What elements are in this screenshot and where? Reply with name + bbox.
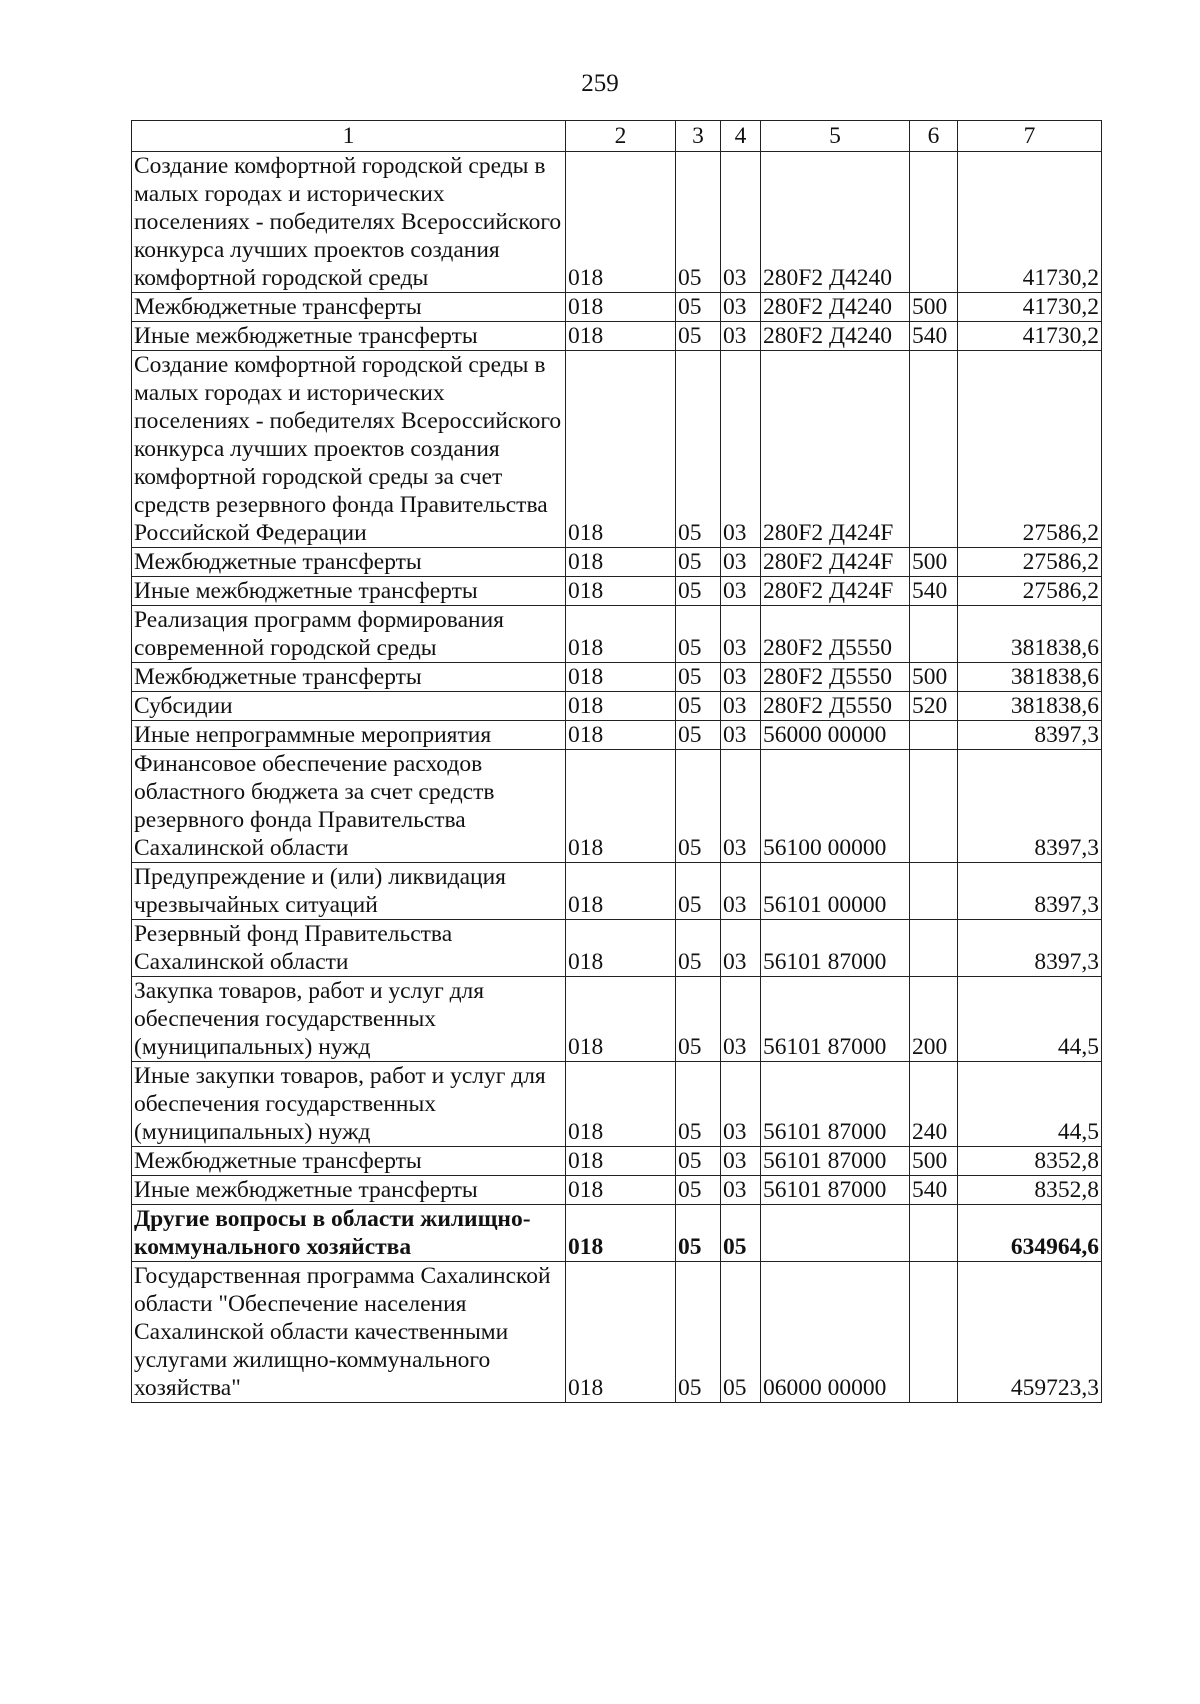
row-amount-cell: 27586,2 [958, 351, 1102, 548]
row-name-cell: Закупка товаров, работ и услуг для обеспечения государственных (муниципальных) нужд [132, 977, 566, 1062]
row-amount-cell: 8352,8 [958, 1147, 1102, 1176]
table-row [132, 293, 1102, 322]
row-code-6-cell: 540 [910, 322, 958, 351]
row-code-5-cell: 56101 00000 [761, 863, 910, 920]
table-row [132, 1147, 1102, 1176]
row-code-3-cell: 05 [676, 977, 721, 1062]
row-code-4-cell: 03 [721, 152, 761, 293]
row-code-5-cell: 280F2 Д424F [761, 548, 910, 577]
row-amount-cell: 44,5 [958, 977, 1102, 1062]
table-row [132, 577, 1102, 606]
table-row [132, 863, 1102, 920]
row-name-cell: Иные непрограммные мероприятия [132, 721, 566, 750]
row-amount-cell: 8352,8 [958, 1176, 1102, 1205]
row-code-3-cell: 05 [676, 1205, 721, 1262]
row-amount-cell: 41730,2 [958, 322, 1102, 351]
column-header: 6 [910, 121, 958, 152]
table-row [132, 920, 1102, 977]
row-code-5-cell: 280F2 Д424F [761, 577, 910, 606]
row-name-cell: Создание комфортной городской среды в малых городах и исторических поселениях - победителях Всероссийского конкурса лучших проектов создания комфортной городской среды [132, 152, 566, 293]
column-header: 4 [721, 121, 761, 152]
row-code-2-cell: 018 [566, 152, 676, 293]
row-code-3-cell: 05 [676, 1262, 721, 1403]
row-code-4-cell: 03 [721, 1062, 761, 1147]
row-code-6-cell [910, 863, 958, 920]
table-row [132, 977, 1102, 1062]
page-number: 259 [581, 70, 619, 97]
row-code-2-cell: 018 [566, 663, 676, 692]
row-code-3-cell: 05 [676, 1062, 721, 1147]
budget-table [131, 120, 1102, 1403]
row-code-2-cell: 018 [566, 548, 676, 577]
column-header: 3 [676, 121, 721, 152]
table-row [132, 606, 1102, 663]
row-code-3-cell: 05 [676, 322, 721, 351]
row-code-5-cell: 06000 00000 [761, 1262, 910, 1403]
row-code-2-cell: 018 [566, 1062, 676, 1147]
row-code-3-cell: 05 [676, 920, 721, 977]
row-code-2-cell: 018 [566, 577, 676, 606]
row-code-5-cell: 280F2 Д5550 [761, 663, 910, 692]
row-code-6-cell [910, 750, 958, 863]
row-code-4-cell: 03 [721, 920, 761, 977]
row-name-cell: Межбюджетные трансферты [132, 1147, 566, 1176]
row-code-6-cell [910, 152, 958, 293]
row-code-5-cell: 56101 87000 [761, 1176, 910, 1205]
row-code-4-cell: 03 [721, 863, 761, 920]
row-amount-cell: 44,5 [958, 1062, 1102, 1147]
row-code-2-cell: 018 [566, 1176, 676, 1205]
row-code-5-cell: 280F2 Д4240 [761, 293, 910, 322]
row-code-2-cell: 018 [566, 977, 676, 1062]
table-row [132, 750, 1102, 863]
row-name-cell: Иные межбюджетные трансферты [132, 322, 566, 351]
row-amount-cell: 381838,6 [958, 663, 1102, 692]
row-code-3-cell: 05 [676, 152, 721, 293]
row-code-6-cell: 500 [910, 548, 958, 577]
row-code-4-cell: 03 [721, 692, 761, 721]
row-name-cell: Резервный фонд Правительства Сахалинской области [132, 920, 566, 977]
row-code-4-cell: 05 [721, 1205, 761, 1262]
row-amount-cell: 8397,3 [958, 920, 1102, 977]
row-code-5-cell: 280F2 Д5550 [761, 606, 910, 663]
row-code-4-cell: 03 [721, 1147, 761, 1176]
row-name-cell: Межбюджетные трансферты [132, 548, 566, 577]
row-name-cell: Государственная программа Сахалинской области "Обеспечение населения Сахалинской области качественными услугами жилищно-коммунального хозяйства" [132, 1262, 566, 1403]
row-code-5-cell: 280F2 Д5550 [761, 692, 910, 721]
row-code-5-cell: 56101 87000 [761, 920, 910, 977]
row-name-cell: Субсидии [132, 692, 566, 721]
row-code-4-cell: 03 [721, 548, 761, 577]
row-code-5-cell [761, 1205, 910, 1262]
row-code-5-cell: 56101 87000 [761, 1062, 910, 1147]
table-row [132, 692, 1102, 721]
row-amount-cell: 634964,6 [958, 1205, 1102, 1262]
row-code-2-cell: 018 [566, 692, 676, 721]
row-code-3-cell: 05 [676, 548, 721, 577]
row-code-5-cell: 56100 00000 [761, 750, 910, 863]
table-row [132, 152, 1102, 293]
table-body [132, 152, 1102, 1403]
row-code-2-cell: 018 [566, 322, 676, 351]
row-code-3-cell: 05 [676, 863, 721, 920]
row-name-cell: Предупреждение и (или) ликвидация чрезвычайных ситуаций [132, 863, 566, 920]
row-amount-cell: 8397,3 [958, 750, 1102, 863]
row-code-5-cell: 56101 87000 [761, 1147, 910, 1176]
row-code-6-cell [910, 606, 958, 663]
row-code-3-cell: 05 [676, 606, 721, 663]
row-code-2-cell: 018 [566, 1262, 676, 1403]
row-code-4-cell: 03 [721, 721, 761, 750]
table-row [132, 1205, 1102, 1262]
row-code-3-cell: 05 [676, 293, 721, 322]
table-row [132, 548, 1102, 577]
row-code-6-cell [910, 721, 958, 750]
row-name-cell: Создание комфортной городской среды в малых городах и исторических поселениях - победителях Всероссийского конкурса лучших проектов создания комфортной городской среды за счет средств резервного фонда Правительства Российской Федерации [132, 351, 566, 548]
column-header: 2 [566, 121, 676, 152]
row-code-5-cell: 280F2 Д4240 [761, 152, 910, 293]
row-code-2-cell: 018 [566, 606, 676, 663]
row-code-3-cell: 05 [676, 1147, 721, 1176]
row-code-3-cell: 05 [676, 577, 721, 606]
row-code-3-cell: 05 [676, 692, 721, 721]
row-code-6-cell: 540 [910, 577, 958, 606]
row-code-6-cell [910, 351, 958, 548]
row-code-2-cell: 018 [566, 721, 676, 750]
row-name-cell: Межбюджетные трансферты [132, 663, 566, 692]
row-code-2-cell: 018 [566, 1205, 676, 1262]
row-code-4-cell: 03 [721, 750, 761, 863]
row-amount-cell: 8397,3 [958, 721, 1102, 750]
row-code-6-cell: 540 [910, 1176, 958, 1205]
row-code-4-cell: 03 [721, 322, 761, 351]
row-code-5-cell: 56101 87000 [761, 977, 910, 1062]
row-code-4-cell: 03 [721, 577, 761, 606]
row-code-6-cell: 500 [910, 293, 958, 322]
row-code-2-cell: 018 [566, 293, 676, 322]
row-name-cell: Иные закупки товаров, работ и услуг для обеспечения государственных (муниципальных) нужд [132, 1062, 566, 1147]
row-amount-cell: 27586,2 [958, 577, 1102, 606]
row-code-6-cell: 240 [910, 1062, 958, 1147]
row-code-3-cell: 05 [676, 663, 721, 692]
row-amount-cell: 41730,2 [958, 293, 1102, 322]
column-header: 7 [958, 121, 1102, 152]
row-amount-cell: 381838,6 [958, 606, 1102, 663]
row-amount-cell: 41730,2 [958, 152, 1102, 293]
row-code-3-cell: 05 [676, 1176, 721, 1205]
row-code-5-cell: 280F2 Д4240 [761, 322, 910, 351]
row-code-2-cell: 018 [566, 920, 676, 977]
row-code-5-cell: 280F2 Д424F [761, 351, 910, 548]
column-header: 5 [761, 121, 910, 152]
row-code-4-cell: 05 [721, 1262, 761, 1403]
row-code-3-cell: 05 [676, 721, 721, 750]
table-row [132, 721, 1102, 750]
table-row [132, 663, 1102, 692]
table-row [132, 322, 1102, 351]
row-code-2-cell: 018 [566, 750, 676, 863]
row-amount-cell: 8397,3 [958, 863, 1102, 920]
table-row [132, 1262, 1102, 1403]
row-amount-cell: 459723,3 [958, 1262, 1102, 1403]
row-name-cell: Межбюджетные трансферты [132, 293, 566, 322]
table-row [132, 1176, 1102, 1205]
row-name-cell: Другие вопросы в области жилищно-коммунального хозяйства [132, 1205, 566, 1262]
row-code-6-cell: 500 [910, 663, 958, 692]
row-code-2-cell: 018 [566, 863, 676, 920]
table-row [132, 1062, 1102, 1147]
row-code-4-cell: 03 [721, 1176, 761, 1205]
row-code-6-cell: 200 [910, 977, 958, 1062]
row-code-6-cell: 500 [910, 1147, 958, 1176]
row-amount-cell: 27586,2 [958, 548, 1102, 577]
row-name-cell: Иные межбюджетные трансферты [132, 1176, 566, 1205]
header-row [132, 121, 1102, 152]
row-code-4-cell: 03 [721, 977, 761, 1062]
row-code-3-cell: 05 [676, 750, 721, 863]
row-name-cell: Реализация программ формирования современной городской среды [132, 606, 566, 663]
table-row [132, 351, 1102, 548]
row-code-4-cell: 03 [721, 351, 761, 548]
row-code-4-cell: 03 [721, 663, 761, 692]
row-name-cell: Иные межбюджетные трансферты [132, 577, 566, 606]
column-header: 1 [132, 121, 566, 152]
row-code-4-cell: 03 [721, 606, 761, 663]
row-code-5-cell: 56000 00000 [761, 721, 910, 750]
row-code-2-cell: 018 [566, 1147, 676, 1176]
row-code-3-cell: 05 [676, 351, 721, 548]
row-code-6-cell [910, 1205, 958, 1262]
row-name-cell: Финансовое обеспечение расходов областного бюджета за счет средств резервного фонда Правительства Сахалинской области [132, 750, 566, 863]
row-code-4-cell: 03 [721, 293, 761, 322]
row-amount-cell: 381838,6 [958, 692, 1102, 721]
row-code-6-cell [910, 1262, 958, 1403]
row-code-2-cell: 018 [566, 351, 676, 548]
row-code-6-cell: 520 [910, 692, 958, 721]
row-code-6-cell [910, 920, 958, 977]
